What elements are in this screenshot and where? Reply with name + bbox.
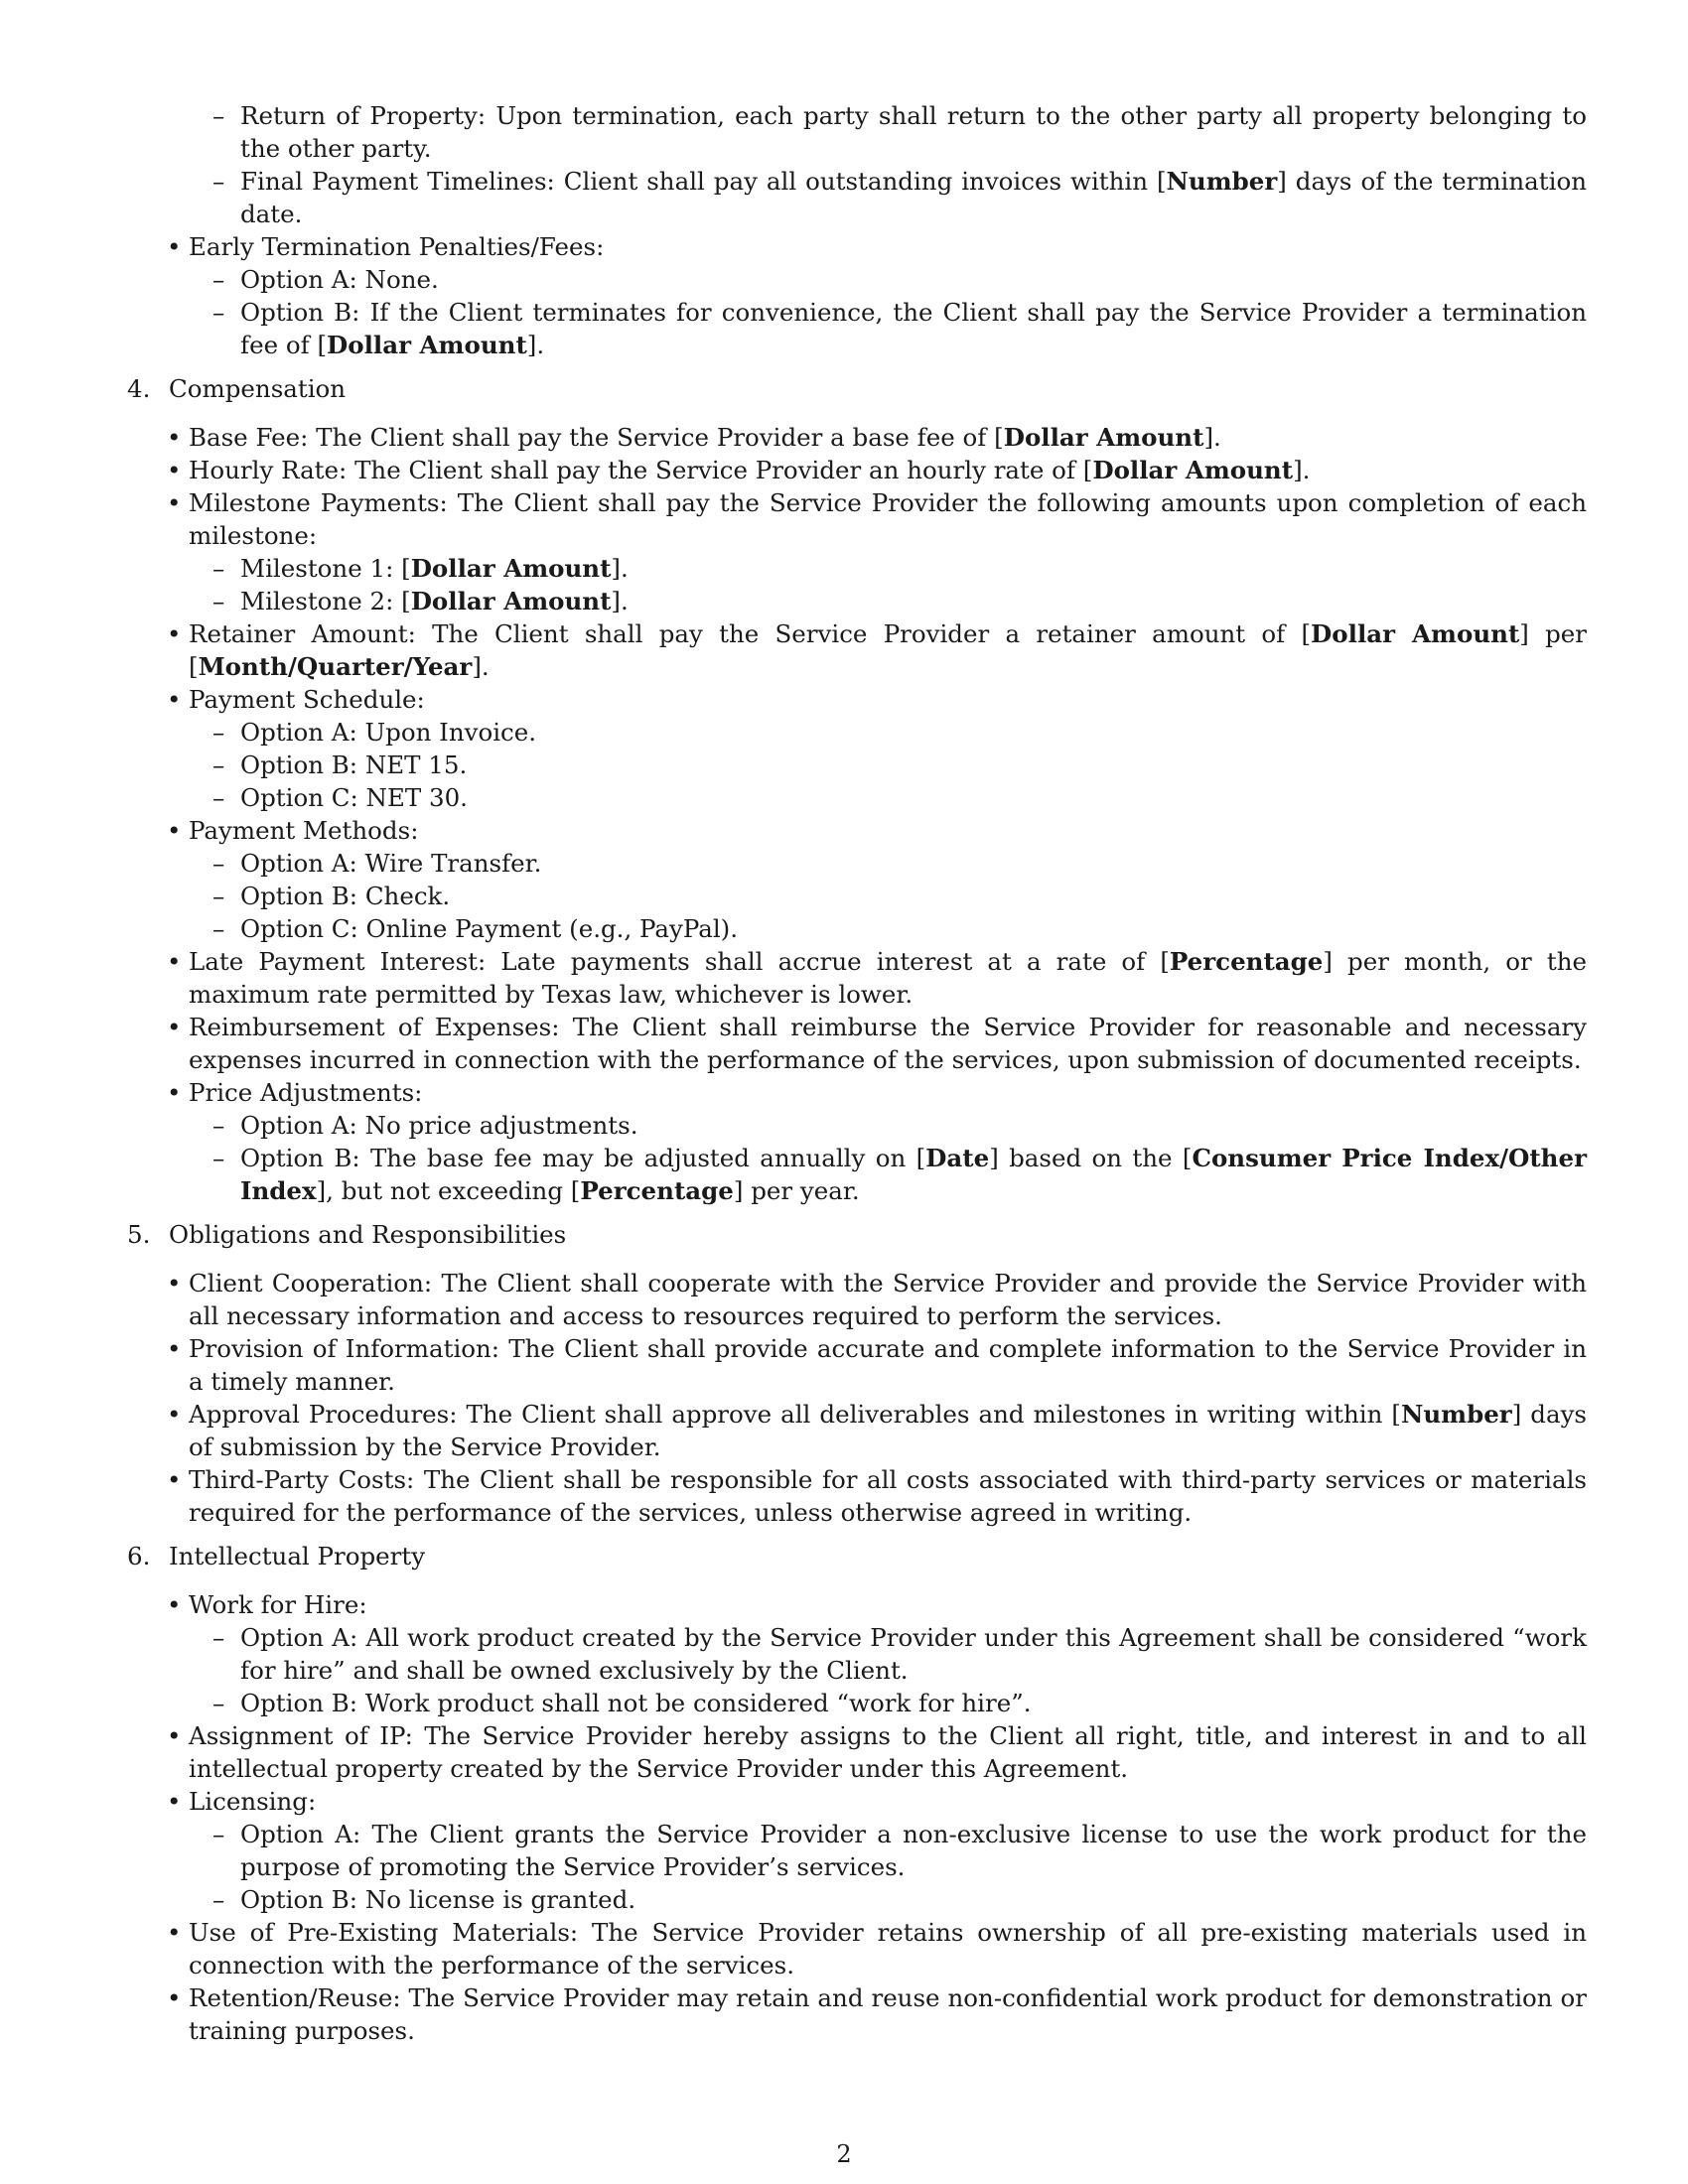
placeholder-field: Dollar Amount [327, 331, 527, 359]
item-text: Third-Party Costs: The Client shall be responsible for all costs associated with third-party services or materials required for the performance of the services, unless otherwise agreed in writing. [189, 1465, 1587, 1527]
item-text: ]. [1203, 423, 1221, 452]
item-text: Payment Methods: [189, 816, 419, 845]
item-text: Final Payment Timelines: Client shall pay all outstanding invoices within [ [240, 167, 1167, 196]
item-text: Option C: Online Payment (e.g., PayPal). [240, 914, 739, 943]
item-text: Option B: Work product shall not be considered “work for hire”. [240, 1689, 1032, 1717]
bullet-item [127, 1719, 1587, 1785]
sub-item [127, 716, 1587, 749]
item-text: Option C: NET 30. [240, 783, 468, 812]
section [127, 1218, 1587, 1529]
dash-marker: – [212, 101, 225, 130]
bullet-marker: • [167, 816, 182, 845]
bullet-marker: • [167, 619, 182, 648]
sub-item [127, 1142, 1587, 1207]
bullet-item [127, 1267, 1587, 1332]
bullet-item [127, 1011, 1587, 1076]
bullet-item [127, 1463, 1587, 1529]
section [127, 1540, 1587, 2047]
sub-item [127, 749, 1587, 781]
section-list [127, 372, 1587, 2047]
item-text: Provision of Information: The Client shall provide accurate and complete information to the Service Provider in a timely manner. [189, 1334, 1587, 1396]
item-text: Option A: Upon Invoice. [240, 718, 537, 747]
section-number: 6. [127, 1542, 151, 1570]
bullet-item [127, 1588, 1587, 1621]
item-text: Retainer Amount: The Client shall pay the Service Provider a retainer amount of [ [189, 619, 1312, 648]
item-text: ]. [611, 554, 629, 583]
dash-marker: – [212, 1689, 225, 1717]
dash-marker: – [212, 1623, 225, 1652]
bullet-marker: • [167, 488, 182, 517]
sub-item [127, 99, 1587, 165]
bullet-item [127, 1332, 1587, 1398]
sub-item [127, 912, 1587, 945]
bullet-marker: • [167, 423, 182, 452]
dash-marker: – [212, 914, 225, 943]
bullet-item [127, 1076, 1587, 1109]
dash-marker: – [212, 1820, 225, 1848]
item-text: Assignment of IP: The Service Provider hereby assigns to the Client all right, title, and interest in and to all intellectual property created by the Service Provider under this Agreement. [189, 1721, 1587, 1783]
item-text: ] per year. [733, 1176, 860, 1205]
bullet-marker: • [167, 1400, 182, 1429]
section-items [127, 1267, 1587, 1529]
item-text: Option B: NET 15. [240, 751, 468, 779]
dash-marker: – [212, 849, 225, 878]
dash-marker: – [212, 167, 225, 196]
item-text: Milestone 2: [ [240, 587, 411, 615]
item-text: Base Fee: The Client shall pay the Service Provider a base fee of [ [189, 423, 1004, 452]
bullet-marker: • [167, 947, 182, 976]
item-text: ] days of submission by the Service Provider. [189, 1400, 1587, 1461]
section [127, 372, 1587, 1207]
document-body [127, 99, 1587, 2047]
sub-item [127, 165, 1587, 230]
item-text: Retention/Reuse: The Service Provider may retain and reuse non-confidential work product for demonstration or training purposes. [189, 1983, 1587, 2045]
item-text: Reimbursement of Expenses: The Client shall reimburse the Service Provider for reasonable and necessary expenses incurred in connection with the performance of the services, upon submission of documented receipts. [189, 1013, 1587, 1074]
section-number: 5. [127, 1220, 151, 1249]
placeholder-field: Month/Quarter/Year [198, 652, 473, 681]
bullet-item [127, 617, 1587, 683]
bullet-item [127, 1398, 1587, 1463]
bullet-marker: • [167, 456, 182, 484]
sub-item [127, 263, 1587, 296]
item-text: Option B: The base fee may be adjusted annually on [ [240, 1144, 926, 1172]
bullet-item [127, 454, 1587, 486]
bullet-item [127, 683, 1587, 716]
item-text: Client Cooperation: The Client shall cooperate with the Service Provider and provide the Service Provider with all necessary information and access to resources required to perform the services. [189, 1269, 1587, 1330]
placeholder-field: Dollar Amount [1311, 619, 1520, 648]
item-text: Licensing: [189, 1787, 317, 1816]
item-text: ] per month, or the maximum rate permitted by Texas law, whichever is lower. [189, 947, 1587, 1009]
bullet-item [127, 486, 1587, 552]
item-text: Milestone Payments: The Client shall pay the Service Provider the following amounts upon completion of each milestone: [189, 488, 1587, 550]
dash-marker: – [212, 1885, 225, 1914]
sub-item [127, 1621, 1587, 1687]
sub-item [127, 1818, 1587, 1883]
placeholder-field: Consumer Price Index/Other Index [240, 1144, 1587, 1205]
dash-marker: – [212, 265, 225, 294]
dash-marker: – [212, 1144, 225, 1172]
section-number: 4. [127, 374, 151, 403]
page-number: 2 [836, 2140, 852, 2168]
bullet-marker: • [167, 1013, 182, 1041]
item-text: Return of Property: Upon termination, each party shall return to the other party all property belonging to the other party. [240, 101, 1587, 163]
continued-termination-list [127, 99, 1587, 361]
item-text: ]. [1293, 456, 1311, 484]
sub-item [127, 781, 1587, 814]
placeholder-field: Dollar Amount [410, 587, 612, 615]
item-text: ]. [611, 587, 629, 615]
dash-marker: – [212, 718, 225, 747]
bullet-item [127, 1785, 1587, 1818]
item-text: Approval Procedures: The Client shall approve all deliverables and milestones in writing within [ [189, 1400, 1401, 1429]
bullet-marker: • [167, 1078, 182, 1107]
item-text: Use of Pre-Existing Materials: The Service Provider retains ownership of all pre-existing materials used in connection with the performance of the services. [189, 1918, 1587, 1979]
item-text: Option A: The Client grants the Service Provider a non-exclusive license to use the work product for the purpose of promoting the Service Provider’s services. [240, 1820, 1587, 1881]
item-text: Late Payment Interest: Late payments shall accrue interest at a rate of [ [189, 947, 1170, 976]
item-text: ] per [ [189, 619, 1587, 681]
bullet-item [127, 1981, 1587, 2047]
bullet-marker: • [167, 1787, 182, 1816]
bullet-marker: • [167, 1269, 182, 1297]
bullet-item [127, 945, 1587, 1011]
bullet-marker: • [167, 1721, 182, 1750]
placeholder-field: Number [1400, 1400, 1512, 1429]
bullet-item [127, 421, 1587, 454]
item-text: Option A: All work product created by the Service Provider under this Agreement shall be considered “work for hire” and shall be owned exclusively by the Client. [240, 1623, 1587, 1685]
item-text: Milestone 1: [ [240, 554, 411, 583]
item-text: Hourly Rate: The Client shall pay the Service Provider an hourly rate of [ [189, 456, 1093, 484]
item-text: Payment Schedule: [189, 685, 425, 714]
item-text: Option A: No price adjustments. [240, 1111, 638, 1140]
dash-marker: – [212, 554, 225, 583]
bullet-marker: • [167, 1918, 182, 1947]
sub-item [127, 880, 1587, 912]
dash-marker: – [212, 587, 225, 615]
item-text: ] days of the termination date. [240, 167, 1587, 228]
placeholder-field: Dollar Amount [1003, 423, 1204, 452]
sub-item [127, 1687, 1587, 1719]
placeholder-field: Number [1166, 167, 1278, 196]
item-text: Option A: None. [240, 265, 439, 294]
bullet-marker: • [167, 1590, 182, 1619]
item-text: ], but not exceeding [ [316, 1176, 581, 1205]
item-text: Work for Hire: [189, 1590, 367, 1619]
placeholder-field: Percentage [1169, 947, 1324, 976]
section-title: Compensation [169, 374, 347, 403]
dash-marker: – [212, 783, 225, 812]
section-title: Intellectual Property [169, 1542, 426, 1570]
bullet-marker: • [167, 1465, 182, 1494]
bullet-item [127, 814, 1587, 847]
item-text: Price Adjustments: [189, 1078, 423, 1107]
item-text: ]. [526, 331, 545, 359]
sub-item [127, 847, 1587, 880]
bullet-marker: • [167, 232, 182, 261]
item-text: ]. [472, 652, 490, 681]
placeholder-field: Dollar Amount [410, 554, 612, 583]
placeholder-field: Dollar Amount [1092, 456, 1294, 484]
section-items [127, 421, 1587, 1207]
item-text: Option B: If the Client terminates for convenience, the Client shall pay the Service Provider a termination fee of [ [240, 298, 1587, 359]
item-text: Early Termination Penalties/Fees: [189, 232, 605, 261]
item-text: Option B: No license is granted. [240, 1885, 636, 1914]
placeholder-field: Date [925, 1144, 990, 1172]
sub-item [127, 296, 1587, 361]
item-text: Option B: Check. [240, 882, 451, 910]
item-text: Option A: Wire Transfer. [240, 849, 542, 878]
dash-marker: – [212, 751, 225, 779]
sub-item [127, 585, 1587, 617]
section-items [127, 1588, 1587, 2047]
dash-marker: – [212, 1111, 225, 1140]
section-title: Obligations and Responsibilities [169, 1220, 567, 1249]
item-text: ] based on the [ [989, 1144, 1193, 1172]
bullet-marker: • [167, 1983, 182, 2012]
bullet-marker: • [167, 685, 182, 714]
bullet-item [127, 230, 1587, 263]
dash-marker: – [212, 882, 225, 910]
placeholder-field: Percentage [580, 1176, 734, 1205]
sub-item [127, 552, 1587, 585]
dash-marker: – [212, 298, 225, 327]
bullet-marker: • [167, 1334, 182, 1363]
sub-item [127, 1883, 1587, 1916]
sub-item [127, 1109, 1587, 1142]
bullet-item [127, 1916, 1587, 1981]
